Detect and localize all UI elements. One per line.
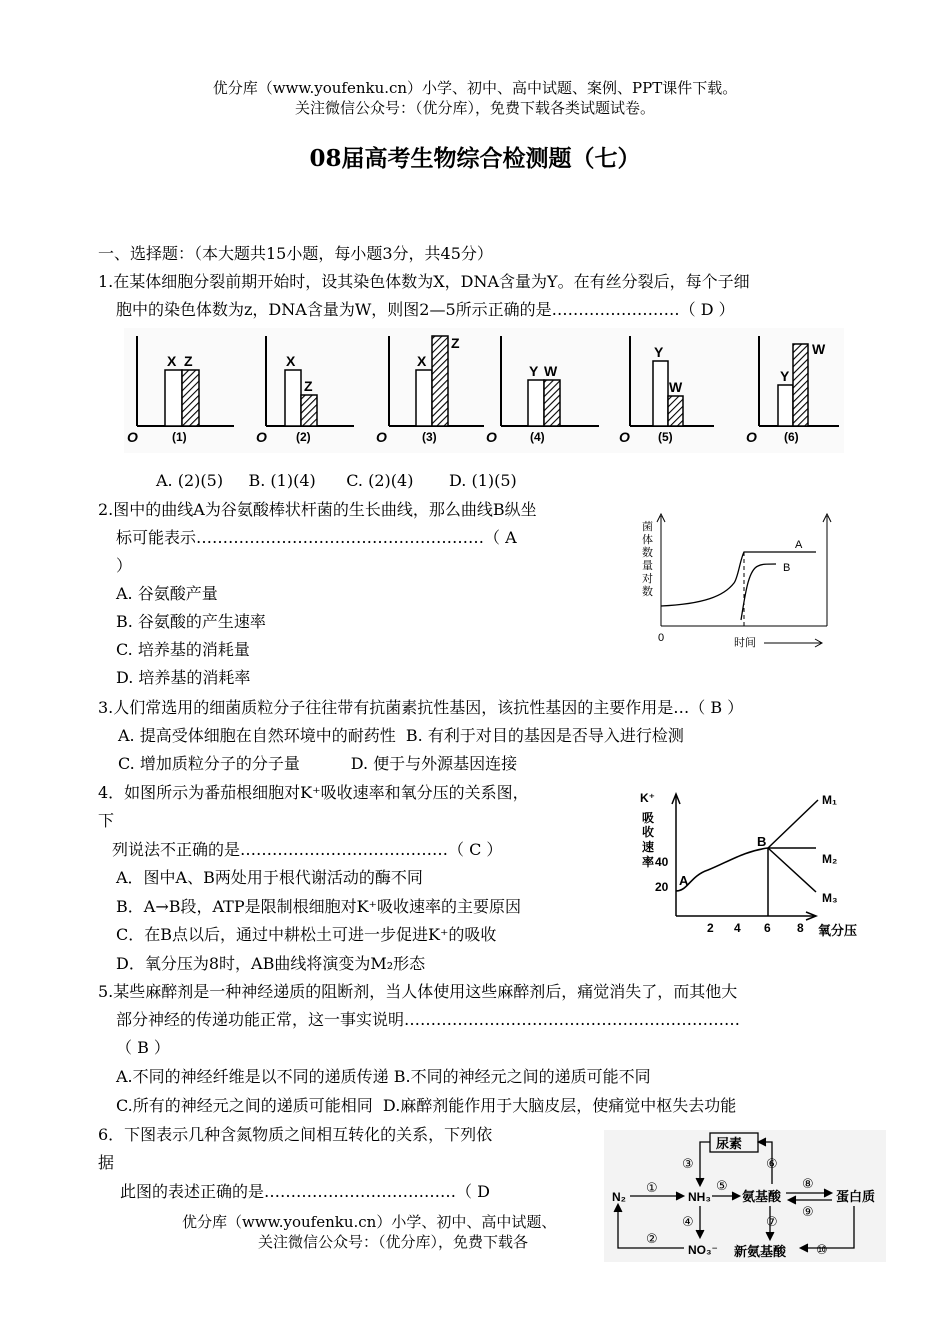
q1-p4-bar-w bbox=[544, 380, 560, 426]
q4-option-b: B．A→B段，ATP是限制根细胞对K⁺吸收速率的主要原因 bbox=[116, 897, 521, 916]
q4-label-m2: M₂ bbox=[822, 852, 838, 866]
q1-p3-label-1: X bbox=[417, 353, 427, 369]
q4-point-b: B bbox=[757, 834, 767, 849]
q1-p1-origin: O bbox=[127, 429, 138, 445]
q1-p1-bar-x bbox=[165, 370, 182, 426]
q6-urea: 尿素 bbox=[716, 1136, 743, 1151]
page-title: 08届高考生物综合检测题（七） bbox=[309, 145, 641, 172]
q2-ylabel-6: 数 bbox=[642, 586, 653, 598]
section-heading: 一、选择题：（本大题共15小题，每小题3分，共45分） bbox=[98, 244, 493, 263]
q1-p3-bar-x bbox=[416, 370, 432, 426]
q2-option-b: B. 谷氨酸的产生速率 bbox=[116, 612, 266, 631]
q4-line-m1 bbox=[768, 800, 818, 848]
q6-step-10: ⑩ bbox=[816, 1242, 828, 1257]
q4-ylabel-2: 吸 bbox=[642, 811, 655, 825]
q1-p1-number: (1) bbox=[172, 430, 187, 444]
q4-xtick-6: 6 bbox=[764, 921, 771, 935]
q5-line-2: 部分神经的传递功能正常，这一事实说明……………………………………………………… bbox=[116, 1010, 741, 1029]
q1-p5-origin: O bbox=[619, 429, 630, 445]
header-line-2: 关注微信公众号：（优分库），免费下载各类试题试卷。 bbox=[294, 99, 655, 117]
q3-line-1: 3.人们常选用的细菌质粒分子往往带有抗菌素抗性基因，该抗性基因的主要作用是…（ B ） bbox=[98, 698, 744, 717]
q4-ylabel-3: 收 bbox=[642, 825, 655, 839]
q2-option-a: A. 谷氨酸产量 bbox=[116, 584, 218, 603]
q1-line-1: 1.在某体细胞分裂前期开始时，设其染色体数为X，DNA含量为Y。在有丝分裂后，每个子细 bbox=[98, 272, 750, 291]
q4-ylabel-1: K⁺ bbox=[640, 791, 655, 805]
q6-step-8: ⑧ bbox=[802, 1176, 814, 1191]
q6-protein: 蛋白质 bbox=[836, 1189, 876, 1204]
q4-k-uptake-figure bbox=[632, 788, 864, 943]
q2-ylabel-3: 数 bbox=[642, 547, 653, 559]
q1-p3-label-2: Z bbox=[451, 335, 460, 351]
q1-p5-label-1: Y bbox=[654, 344, 664, 360]
q4-line-2: 下 bbox=[98, 811, 115, 830]
header-line-1: 优分库（www.youfenku.cn）小学、初中、高中试题、案例、PPT课件下载。 bbox=[212, 79, 738, 97]
q6-new-amino-acid: 新氨基酸 bbox=[734, 1244, 787, 1259]
q1-p3-origin: O bbox=[376, 429, 387, 445]
q2-ylabel-4: 量 bbox=[642, 560, 653, 572]
q4-ylabel-5: 率 bbox=[642, 855, 655, 869]
q2-label-curve-a: A bbox=[795, 539, 803, 551]
q2-curve-a bbox=[661, 552, 816, 606]
q5-line-3: （ B ） bbox=[116, 1038, 170, 1057]
q4-curve-ab bbox=[676, 848, 768, 891]
q4-xtick-4: 4 bbox=[734, 921, 741, 935]
q1-p1-bar-z bbox=[182, 370, 199, 426]
q1-p3-number: (3) bbox=[422, 430, 437, 444]
q1-p6-bar-y bbox=[778, 385, 793, 426]
q4-ylabel-4: 速 bbox=[642, 840, 655, 854]
q1-p2-bar-z bbox=[301, 395, 317, 426]
q1-p6-number: (6) bbox=[784, 430, 799, 444]
q6-step-4: ④ bbox=[682, 1214, 694, 1229]
q6-line-2: 据 bbox=[98, 1153, 115, 1172]
q1-p2-label-2: Z bbox=[304, 378, 313, 394]
q4-option-d: D．氧分压为8时，AB曲线将演变为M₂形态 bbox=[116, 954, 426, 973]
q4-xtick-8: 8 bbox=[797, 921, 804, 935]
q2-option-d: D. 培养基的消耗率 bbox=[116, 668, 251, 687]
q2-ylabel-1: 菌 bbox=[642, 521, 653, 533]
q1-p4-label-1: Y bbox=[529, 363, 539, 379]
q6-n2: N₂ bbox=[612, 1190, 626, 1204]
q4-option-c: C．在B点以后，通过中耕松土可进一步促进K⁺的吸收 bbox=[116, 925, 497, 944]
q1-p2-origin: O bbox=[256, 429, 267, 445]
q4-xtick-2: 2 bbox=[707, 921, 714, 935]
q4-ytick-40: 40 bbox=[655, 855, 669, 869]
q2-ylabel-5: 对 bbox=[642, 573, 653, 585]
q4-line-1: 4．如图所示为番茄根细胞对K⁺吸收速率和氧分压的关系图， bbox=[98, 783, 529, 802]
q1-p6-label-1: Y bbox=[780, 368, 790, 384]
q6-step-6: ⑥ bbox=[766, 1156, 778, 1171]
q6-step-9: ⑨ bbox=[802, 1204, 814, 1219]
q2-line-3: ） bbox=[116, 556, 133, 575]
q1-p2-label-1: X bbox=[286, 353, 296, 369]
q2-growth-curve-figure bbox=[634, 508, 850, 653]
q1-p6-origin: O bbox=[746, 429, 757, 445]
q1-line-2: 胞中的染色体数为z，DNA含量为W，则图2—5所示正确的是……………………（ D ） bbox=[116, 300, 735, 319]
footer-line-1: 优分库（www.youfenku.cn）小学、初中、高中试题、 bbox=[182, 1213, 557, 1231]
q2-xlabel: 时间 bbox=[734, 637, 756, 649]
q5-line-1: 5.某些麻醉剂是一种神经递质的阻断剂，当人体使用这些麻醉剂后，痛觉消失了，而其他大 bbox=[98, 982, 738, 1001]
q1-options: A. (2)(5) B. (1)(4) C. (2)(4) D. (1)(5) bbox=[156, 471, 517, 490]
q1-p5-bar-w bbox=[668, 396, 683, 426]
q1-p4-number: (4) bbox=[530, 430, 545, 444]
q6-line-1: 6．下图表示几种含氮物质之间相互转化的关系，下列依 bbox=[98, 1125, 493, 1144]
q1-p1-label-1: X bbox=[167, 353, 177, 369]
q4-label-m3: M₃ bbox=[822, 891, 838, 905]
q6-step-1: ① bbox=[646, 1180, 658, 1195]
q5-options-ab: A.不同的神经纤维是以不同的递质传递 B.不同的神经元之间的递质可能不同 bbox=[116, 1067, 651, 1086]
q1-p6-label-2: W bbox=[812, 341, 826, 357]
q1-p4-label-2: W bbox=[544, 363, 558, 379]
q4-xlabel: 氧分压 bbox=[818, 923, 858, 938]
q6-amino-acid: 氨基酸 bbox=[742, 1189, 782, 1204]
q1-p2-number: (2) bbox=[296, 430, 311, 444]
footer-line-2: 关注微信公众号：（优分库），免费下载各 bbox=[258, 1233, 529, 1251]
q1-p2-bar-x bbox=[285, 370, 301, 426]
q2-label-curve-b: B bbox=[783, 562, 791, 574]
q5-options-cd: C.所有的神经元之间的递质可能相同 D.麻醉剂能作用于大脑皮层，使痛觉中枢失去功能 bbox=[116, 1096, 737, 1115]
q3-options-cd: C. 增加质粒分子的分子量 D. 便于与外源基因连接 bbox=[118, 754, 518, 773]
q2-origin: 0 bbox=[658, 632, 665, 644]
q1-p6-bar-w bbox=[793, 344, 808, 426]
q1-p5-bar-y bbox=[653, 361, 668, 426]
q6-step-7: ⑦ bbox=[766, 1214, 778, 1229]
q6-nitrate: NO₃⁻ bbox=[688, 1243, 718, 1257]
q6-step-5: ⑤ bbox=[716, 1178, 728, 1193]
q6-step-2: ② bbox=[646, 1231, 658, 1246]
q1-p3-bar-z bbox=[432, 336, 448, 426]
q4-ytick-20: 20 bbox=[655, 880, 669, 894]
q2-line-1: 2.图中的曲线A为谷氨酸棒状杆菌的生长曲线，那么曲线B纵坐 bbox=[98, 500, 537, 519]
q6-line-3: 此图的表述正确的是………………………………（ D bbox=[120, 1182, 490, 1201]
q2-line-2: 标可能表示………………………………………………（ A bbox=[116, 528, 517, 547]
q2-curve-b bbox=[741, 564, 776, 620]
q1-p4-origin: O bbox=[486, 429, 497, 445]
q6-step-3: ③ bbox=[682, 1156, 694, 1171]
q4-line-m3 bbox=[768, 848, 816, 892]
q1-p5-number: (5) bbox=[658, 430, 673, 444]
q4-option-a: A．图中A、B两处用于根代谢活动的酶不同 bbox=[116, 868, 423, 887]
q4-label-m1: M₁ bbox=[822, 793, 837, 807]
q1-p5-label-2: W bbox=[669, 379, 683, 395]
q3-options-ab: A. 提高受体细胞在自然环境中的耐药性 B. 有利于对目的基因是否导入进行检测 bbox=[118, 726, 684, 745]
q2-option-c: C. 培养基的消耗量 bbox=[116, 640, 250, 659]
q2-ylabel-2: 体 bbox=[642, 534, 653, 546]
q1-p1-label-2: Z bbox=[184, 353, 193, 369]
q6-nh3: NH₃ bbox=[688, 1190, 711, 1204]
q4-line-3: 列说法不正确的是…………………………………（ C ） bbox=[112, 840, 503, 859]
q1-p4-bar-y bbox=[528, 380, 544, 426]
q1-bar-chart-figure bbox=[124, 328, 844, 453]
q6-nitrogen-cycle-figure bbox=[604, 1130, 886, 1262]
q4-point-a: A bbox=[679, 873, 689, 888]
